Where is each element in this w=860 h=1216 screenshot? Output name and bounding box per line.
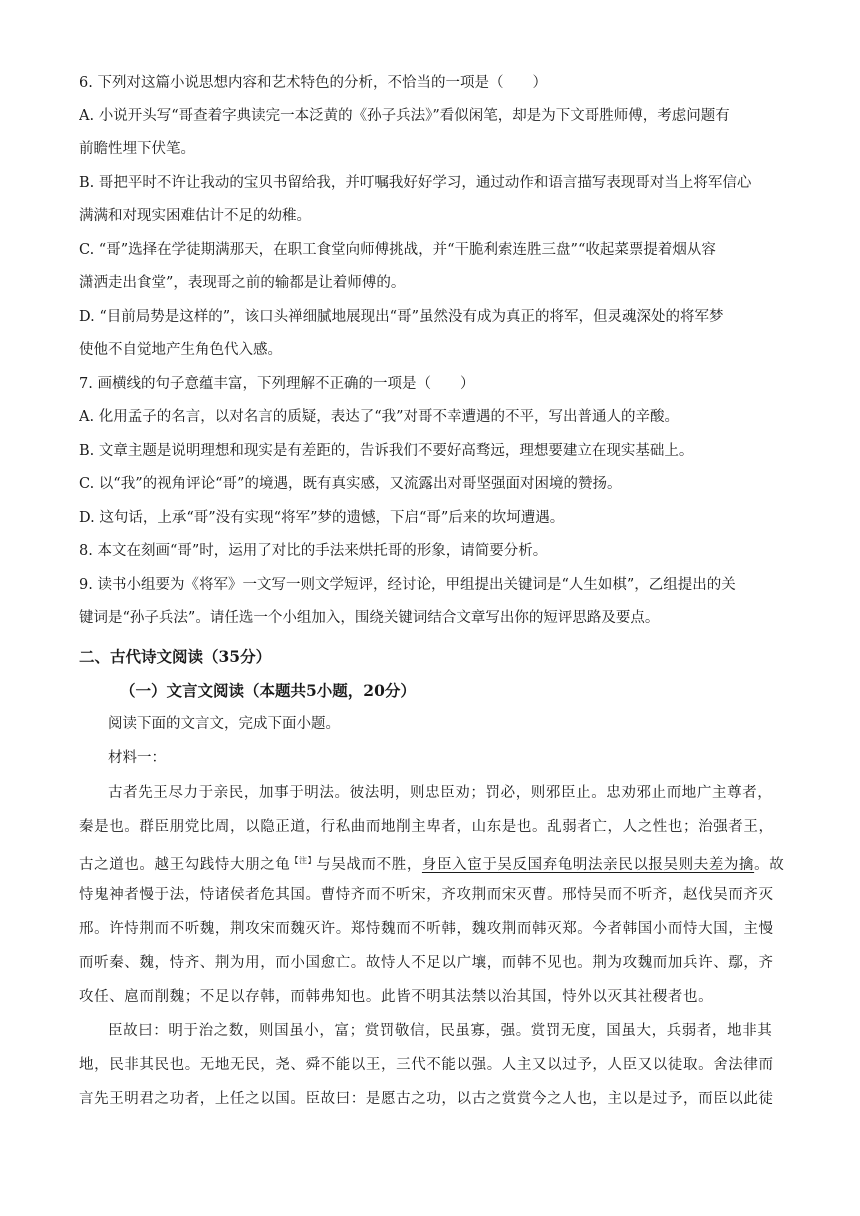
passage-line-5: 邢。许恃荆而不听魏，荆攻宋而魏灭许。郑恃魏而不听韩，魏攻荆而韩灭郑。今者韩国小而恃大国，主慢: [79, 921, 774, 937]
passage-line-10: 言先王明君之功者，上任之以国。臣故曰：是愿古之功，以古之赏赏今之人也，主以是过予，而臣以此徒: [79, 1091, 774, 1107]
annotation-marker: 【注】: [290, 856, 317, 865]
question-9-cont: 键词是“孙子兵法”。请任选一个小组加入，围绕关键词结合文章写出你的短评思路及要点。: [79, 610, 660, 626]
question-6-option-a-cont: 前瞻性埋下伏笔。: [79, 141, 195, 157]
passage-line-3-text: 古之道也。越王勾践恃大朋之龟: [79, 856, 291, 873]
passage-line-1: 古者先王尽力于亲民，加事于明法。彼法明，则忠臣劝；罚必，则邪臣止。忠劝邪止而地广主尊者，: [108, 785, 773, 801]
question-6-option-a: A. 小说开头写“哥查着字典读完一本泛黄的《孙子兵法》”看似闲笔，却是为下文哥胜师傅，考虑问题有: [79, 108, 730, 124]
question-6-option-d-cont: 使他不自觉地产生角色代入感。: [79, 342, 282, 358]
question-8: 8. 本文在刻画“哥”时，运用了对比的手法来烘托哥的形象，请简要分析。: [79, 543, 548, 559]
underlined-sentence: 身臣入宦于吴反国弃龟明法亲民以报吴则夫差为擒: [421, 856, 755, 873]
question-6-option-c-cont: 潇洒走出食堂”，表现哥之前的输都是让着师傅的。: [79, 275, 406, 291]
question-7-option-c: C. 以“我”的视角评论“哥”的境遇，既有真实感，又流露出对哥坚强面对困境的赞扬。: [79, 476, 622, 492]
question-7-option-b: B. 文章主题是说明理想和现实是有差距的，告诉我们不要好高骛远，理想要建立在现实基础上。: [79, 443, 694, 459]
question-7-option-d: D. 这句话，上承“哥”没有实现“将军”梦的遗憾，下启“哥”后来的坎坷遭遇。: [79, 510, 565, 526]
passage-line-9: 地，民非其民也。无地无民，尧、舜不能以王，三代不能以强。人主又以过予，人臣又以徒取。舍法律而: [79, 1057, 774, 1073]
section-heading: 二、古代诗文阅读（35分）: [79, 647, 272, 666]
passage-line-4: 恃鬼神者慢于法，恃诸侯者危其国。曹恃齐而不听宋，齐攻荆而宋灭曹。邢恃吴而不听齐，赵伐吴而齐灭: [79, 887, 774, 903]
question-7-option-a: A. 化用孟子的名言，以对名言的质疑，表达了“我”对哥不幸遭遇的不平，写出普通人的辛酸。: [79, 409, 680, 425]
passage-line-6: 而听秦、魏，恃齐、荆为用，而小国愈亡。故恃人不足以广壤，而韩不见也。荆为攻魏而加兵许、鄢，齐: [79, 955, 774, 971]
passage-line-2: 秦是也。群臣朋党比周，以隐正道，行私曲而地削主卑者，山东是也。乱弱者亡，人之性也；治强者王，: [79, 819, 774, 835]
passage-line-3: [79, 851, 784, 875]
reading-instruction: 阅读下面的文言文，完成下面小题。: [108, 716, 340, 732]
question-6-stem: 6. 下列对这篇小说思想内容和艺术特色的分析，不恰当的一项是（ ）: [79, 75, 547, 91]
question-6-option-d: D. “目前局势是这样的”，该口头禅细腻地展现出“哥”虽然没有成为真正的将军，但灵魂深处的将军梦: [79, 309, 724, 325]
passage-line-3-text-2: 与吴战而不胜，: [316, 856, 422, 873]
question-6-option-c: C. “哥”选择在学徒期满那天，在职工食堂向师傅挑战，并“干脆利索连胜三盘”“收起菜票提着烟从容: [79, 242, 716, 258]
question-9: 9. 读书小组要为《将军》一文写一则文学短评，经讨论，甲组提出关键词是“人生如棋”，乙组提出的关: [79, 577, 736, 593]
question-6-option-b: B. 哥把平时不许让我动的宝贝书留给我，并叮嘱我好好学习，通过动作和语言描写表现哥对当上将军信心: [79, 175, 752, 191]
question-7-stem: 7. 画横线的句子意蕴丰富，下列理解不正确的一项是（ ）: [79, 376, 475, 392]
passage-line-7: 攻任、扈而削魏；不足以存韩，而韩弗知也。此皆不明其法禁以治其国，恃外以灭其社稷者也。: [79, 989, 714, 1005]
passage-line-3-end: 。故: [754, 856, 784, 873]
subsection-heading: （一）文言文阅读（本题共5小题，20分）: [120, 681, 416, 700]
passage-line-8: 臣故曰：明于治之数，则国虽小，富；赏罚敬信，民虽寡，强。赏罚无度，国虽大，兵弱者，地非其: [108, 1023, 773, 1039]
question-6-option-b-cont: 满满和对现实困难估计不足的幼稚。: [79, 208, 311, 224]
material-label: 材料一：: [108, 750, 166, 766]
